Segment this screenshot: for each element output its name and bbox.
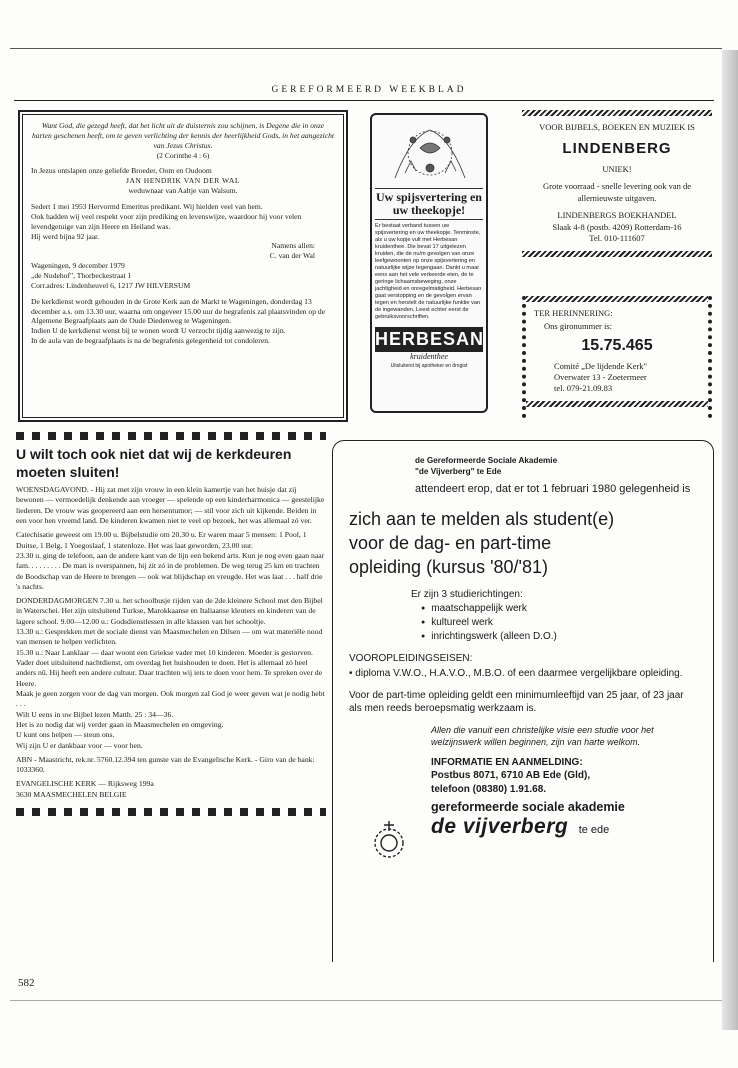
article-para-9: Het is zo nodig dat wij verder gaan in Maasmechelen en omgeving. [16, 719, 224, 729]
info-telefoon: telefoon (08380) 1.91.68. [431, 783, 547, 795]
checker-border-bottom [16, 808, 326, 816]
headline-line-2: voor de dag- en part-time [349, 533, 552, 554]
obituary-spouse: weduwnaar van Aaltje van Walsum. [128, 186, 238, 196]
zigzag-border-bottom [522, 251, 712, 257]
obituary-para-5: Indien U de kerkdienst wenst bij te wonen wordt U verzocht tijdig aanwezig te zijn. [31, 326, 286, 336]
giro-number: 15.75.465 [581, 336, 653, 354]
herbesan-ad [370, 113, 488, 413]
article-para-2: Catechisatie geweest om 19.00 u. Bijbelstudie om 20.30 u. Er waren maar 5 mensen: 1 Pool, 1 Duitse, 1 Belg, 1 Yoegoslaaf, 1 statenloze. Het was laat geworden, 23.00 uur. [16, 530, 307, 550]
article-bank-info: ABN - Maastricht, rek.nr. 5760.12.394 ten gunste van de Evangelische Kerk. - Giro van de bank: 1033360. [16, 754, 315, 775]
lindenberg-line-5: Slaak 4-8 (postb. 4209) Rotterdam-16 [552, 221, 682, 232]
article-para-1: WOENSDAGAVOND. - Hij zat met zijn vrouw in een klein kamertje van het huisje dat zij bewonen — vermoedelijk denkende aan vroeger — spelende op een kinderharmonica — geestelijke liederen. De vrouw was geopereerd aan een hersentumor; — stil voor zich uit kijkende. Beiden in een voor hen vreemd land. De kinderen kwamen niet te veel op bezoek, het was allemaal zó ver. [16, 485, 325, 525]
obituary-quote-ref: (2 Corinthe 4 : 6) [156, 150, 210, 160]
article-address-2: 3630 MAASMECHELEN BELGIE [16, 789, 127, 799]
obituary-address-2: Corr.adres: Lindenheuvel 6, 1217 JW HILVERSUM [31, 280, 191, 290]
obituary-para-2: Ook hadden wij veel respekt voor zijn prediking en levenswijze, waardoor hij voor velen levendgetuige van zijn Heere en Heiland was. [31, 211, 302, 231]
article-title: U wilt toch ook niet dat wij de kerkdeuren moeten sluiten! [16, 446, 292, 480]
obituary-sign-1: Namens allen: [271, 241, 315, 251]
part-time-note: Voor de part-time opleiding geldt een minimumleeftijd van 25 jaar, of 23 jaar als men reeds beroepsmatig werkzaam is. [349, 689, 684, 715]
header-rule [14, 100, 714, 101]
obituary-para-3: Hij werd bijna 92 jaar. [31, 231, 100, 241]
article-address-1: EVANGELISCHE KERK — Rijksweg 199a [16, 779, 154, 789]
welcome-note: Allen die vanuit een christelijke visie een studie voor het welzijnswerk willen beginnen, zijn van harte welkom. [431, 724, 654, 747]
article-para-7: Maak je geen zorgen voor de dag van morgen. Ook morgen zal God je weer geven wat je nodig hebt . . . [16, 688, 325, 709]
lindenberg-line-4: LINDENBERGS BOEKHANDEL [557, 210, 677, 221]
lindenberg-line-3: Grote voorraad - snelle levering ook van de allernieuwste uitgaven. [543, 181, 691, 203]
article-para-5: 13.30 u.: Gesprekken met de sociale dienst van Maasmechelen en Dilsen — om wat materiële nood van mensen te helpen verlichten. [16, 627, 323, 647]
lindenberg-line-2: UNIEK! [602, 163, 632, 174]
herbesan-body: Er bestaat verband tussen uw spijsvertering en uw theekopje. Tenminste, als u uw kopje vult met Herbesan kruidenthee. Die bevat 17 uitgelezen kruiden, die de nu/m gevolgen van onze leefgewoonten op onze spijsvertering en natuurlijke wijze tegengaan. Dankt u maar eens aan het vele verkeerde eten, de te geringe lichaamsbeweging, onze jachtigheid en onregelmatigheid. Herbesan gaat verstopping en de gevolgen ervan tegen en herstelt de natuurlijke funktie van de ingewanden. Leest echter eerst de gebruiksvoorschriften. [375, 223, 482, 321]
herinnering-title: TER HERINNERING: [534, 308, 613, 318]
article-para-8: Wilt U eens in uw Bijbel lezen Matth. 25 : 34—36. [16, 709, 174, 719]
obituary-notice [18, 110, 348, 422]
wreath-emblem-icon [367, 819, 411, 863]
evangelische-kerk-article [16, 432, 326, 962]
lindenberg-ad [522, 110, 712, 280]
herinnering-line-2: Comité „De lijdende Kerk" [554, 360, 647, 371]
lindenberg-line-6: Tel. 010-111607 [589, 233, 645, 244]
headline-line-3: opleiding (kursus '80/'81) [349, 556, 548, 577]
logo-ede: te ede [578, 824, 610, 837]
herinnering-line-1: Ons gironummer is: [544, 321, 612, 332]
info-postbus: Postbus 8071, 6710 AB Ede (Gld), [431, 770, 591, 782]
obituary-quote: Want God, die gezegd heeft, dat het licht uit de duisternis zou schijnen, is Degene die in onze harten geschenen heeft, om te geven verlichting der kennis der heerlijkheid Gods, in het aangezicht van Jezus Christus. [32, 121, 334, 150]
akademie-org-1: de Gereformeerde Sociale Akademie [415, 456, 558, 465]
obituary-sign-2: C. van der Wal [269, 251, 315, 261]
obituary-para-1: Sedert 1 mei 1953 Hervormd Emeritus predikant. Wij hielden veel van hem. [31, 202, 263, 212]
article-para-4: DONDERDAGMORGEN 7.30 u. het schoolbusje rijden van de 2de kleinere School met den Bijbel in Waterschei. Het zijn uitsluitend Turkse, Marokkaanse en Italiaanse kleuters en kinderen van de lagere school. 9.00—12.00 u.: Godsdienstlessen in alle klassen van het schooltje. [16, 596, 323, 626]
article-para-10: U kunt ons helpen — steun ons. [16, 730, 115, 740]
study-directions-intro: Er zijn 3 studierichtingen: [411, 588, 523, 600]
sociale-akademie-ad [332, 440, 714, 962]
akademie-org-2: "de Vijverberg" te Ede [415, 467, 502, 477]
herinnering-line-4: tel. 079-21.09.83 [554, 383, 613, 394]
study-direction-item: ● maatschappelijk werk [421, 602, 697, 616]
akademie-attendeert: attendeert erop, dat er tot 1 februari 1980 gelegenheid is [415, 483, 691, 496]
zigzag-border-bottom-2 [526, 401, 708, 407]
herbesan-footer: Uitsluitend bij apotheker en drogist [390, 363, 468, 370]
lindenberg-brand: LINDENBERG [562, 140, 672, 158]
running-header: GEREFORMEERD WEEKBLAD [271, 85, 467, 95]
herbesan-brand: HERBESAN [375, 327, 483, 352]
obituary-address-1: „de Nudehof", Thorbeckestraat 1 [31, 271, 132, 281]
checker-border-top [16, 432, 326, 440]
bottom-rule [10, 1000, 722, 1001]
top-rule [10, 48, 722, 49]
vijverberg-logo: de vijverberg [431, 815, 569, 839]
vooropleiding-title: VOOROPLEIDINGSEISEN: [349, 652, 473, 664]
info-title: INFORMATIE EN AANMELDING: [431, 756, 583, 768]
zigzag-border-top [522, 110, 712, 116]
article-para-6: 15.30 u.: Naar Lanklaar — daar woont een Griekse vader met 10 kinderen. Moeder is gestorven. Vader doet uitsluitend nachtdienst, om overdag het huishouden te doen. Het is allemaal zó heel anders nû. Hij heeft een andere cultuur. Daar trachten wij iets te doen voor hem. Te spreken over de Heere. [16, 647, 323, 688]
herbesan-title: Uw spijsvertering en uw theekopje! [375, 188, 483, 220]
study-directions-list [349, 602, 697, 644]
info-block [349, 756, 697, 797]
obituary-intro: In Jezus ontslapen onze geliefde Broeder, Oom en Oudoom [31, 166, 212, 176]
lindenberg-line-1: VOOR BIJBELS, BOEKEN EN MUZIEK IS [539, 122, 695, 132]
study-direction-item: ● inrichtingswerk (alleen D.O.) [421, 630, 697, 644]
obituary-para-4: De kerkdienst wordt gehouden in de Grote Kerk aan de Markt te Wageningen, donderdag 13 december a.s. om 13.30 uur, waarna om ongeveer 15.00 uur de begrafenis zal plaatsvinden op de Algemene Begraafplaats aan de Oude Diedenweg te Wageningen. [31, 296, 326, 326]
page-number: 582 [18, 977, 35, 989]
article-para-3: 23.30 u. ging de telefoon, aan de andere kant van de lijn een bekend arts. Kun je nog even gaan naar fam. . . . . . . . . De man is overspannen, hij zit zó in de problemen. De weg terug 25 km en trachten de Boodschap van de Heere te brengen — ook wat blijdschap en vreugde. Het was laat . . . half drie 's nachts. [16, 550, 325, 591]
akademie-headline [349, 508, 697, 579]
article-para-11: Wij zijn U er dankbaar voor — voor hen. [16, 740, 143, 750]
herinnering-ad [522, 296, 712, 418]
akademie-name: gereformeerde sociale akademie [431, 800, 625, 815]
herbesan-sub: kruidenthee [410, 352, 448, 362]
headline-line-1: zich aan te melden als student(e) [349, 509, 615, 530]
herinnering-line-3: Overwater 13 - Zoetermeer [554, 372, 647, 382]
obituary-para-6: In de aula van de begraafplaats is na de begrafenis gelegenheid tot condoleren. [31, 336, 270, 346]
obituary-place-date: Wageningen, 9 december 1979 [31, 261, 125, 271]
page-edge-shadow [722, 50, 738, 1030]
herb-illustration [375, 118, 483, 188]
article-body [16, 485, 326, 800]
diploma-requirement: • diploma V.W.O., H.A.V.O., M.B.O. of een daarmee vergelijkbare opleiding. [349, 668, 683, 680]
study-direction-item: ● kultureel werk [421, 616, 697, 630]
obituary-name: JAN HENDRIK VAN DER WAL [125, 176, 241, 186]
